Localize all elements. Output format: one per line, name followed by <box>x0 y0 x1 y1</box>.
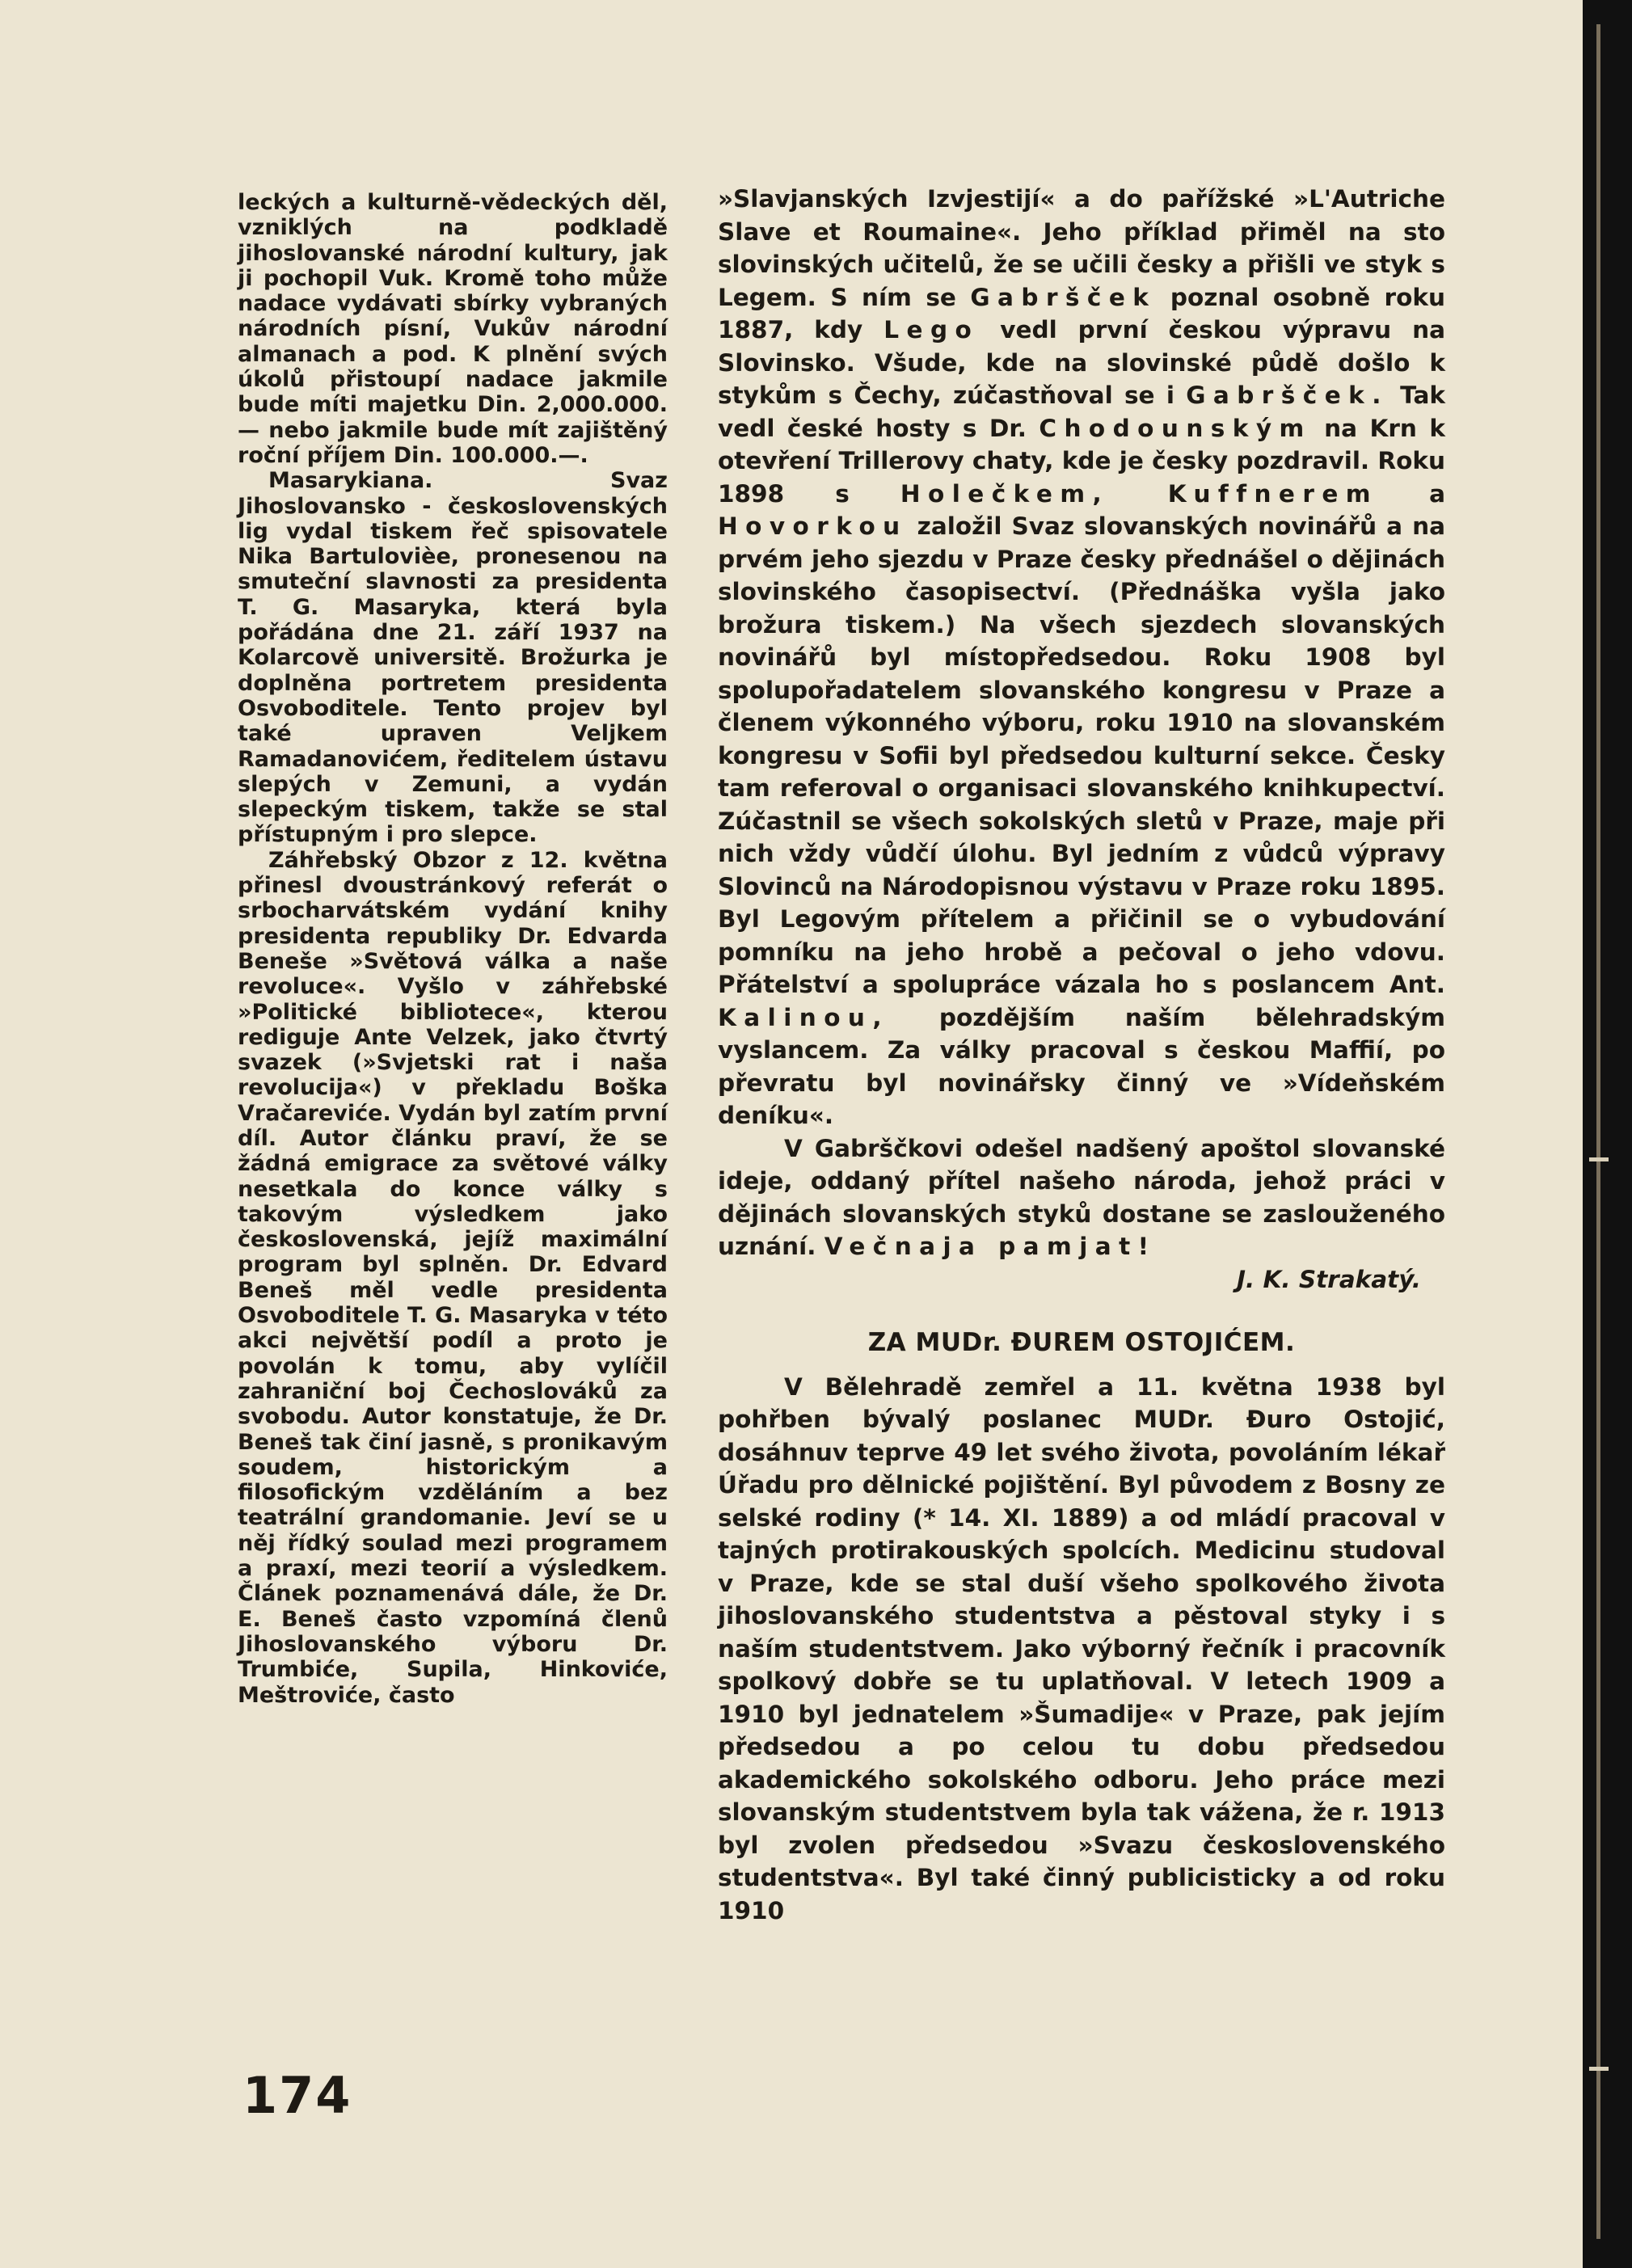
spaced-name: Kalinou, <box>718 1003 889 1031</box>
book-gutter <box>1583 0 1632 2268</box>
gutter-edge <box>1596 24 1600 2239</box>
text-run: Tak vedl české hosty s Dr. <box>718 382 1445 442</box>
obzor-text: z 12. května přinesl dvoustránkový referát o srbocharvátském vydání knihy presidenta republiky Dr. Edvarda Beneše »Světová válka a naše revoluce«. Vyšlo v záhřebské »Politické bibliotece«, kterou rediguje Ante Velzek, jako čtvrtý svazek (»Svjetski rat i naša revolucija«) v překladu Boška Vračareviće. Vydán byl zatím první díl. Autor článku praví, že se žádná emigrace za světové války nesetkala do konce války s takovým výsledkem jako československá, jejíž maximální program byl splněn. Dr. Edvard Beneš měl vedle presidenta Osvoboditele T. G. Masaryka v této akci největší podíl a proto je povolán k tomu, aby vylíčil zahraniční boj Čechoslováků za svobodu. Autor konstatuje, že Dr. Beneš tak činí jasně, s pronikavým soudem, historickým a filosofickým vzděláním a bez teatrální grandomanie. Jeví se u něj řídký soulad mezi programem a praxí, mezi teorií a výsledkem. Článek poznamenává dále, že Dr. E. Beneš často vzpomíná členů Jihoslovanského výboru Dr. Trumbiće, Supila, Hinkoviće, Meštroviće, často <box>238 847 668 1708</box>
text-run: a <box>1377 479 1445 508</box>
spaced-name: Gabršček <box>970 283 1157 311</box>
left-paragraph-1: leckých a kulturně-vědeckých děl, vzniklých na podkladě jihoslovanské národní kultury, jak ji pochopil Vuk. Kromě toho může nadace vydávati sbírky vybraných národních písní, Vukův národní almanach a pod. K plnění svých úkolů přistoupí nadace jakmile bude míti majetku Din. 2,000.000.— nebo jakmile bude mít zajištěný roční příjem Din. 100.000.—. <box>238 190 668 468</box>
spaced-name: Holečkem, Kuffnerem <box>900 479 1378 508</box>
gabrscek-paragraph <box>718 183 1445 1132</box>
text-run: poznal osobně roku 1887, kdy <box>718 283 1445 344</box>
text-run: »Slavjanských Izvjestijí« a do pařížské »L'Autriche Slave et Roumaine«. Jeho příklad přiměl na sto slovinských učitelů, že se učili česky a přišli ve styk s Legem. S ním se <box>718 185 1445 311</box>
spaced-name: Gabršček. <box>1186 382 1389 409</box>
spaced-name: Chodounským <box>1039 414 1312 442</box>
masarykiana-lead: Masarykiana. <box>268 468 433 494</box>
right-column <box>718 183 1445 1927</box>
gutter-mark <box>1589 2067 1609 2071</box>
author-signature: J. K. Strakatý. <box>1237 1265 1421 1293</box>
spaced-name: Hovorkou <box>718 512 908 540</box>
left-paragraph-masarykiana <box>238 468 668 847</box>
spaced-name: Lego <box>883 316 980 344</box>
text-run: vedl první českou výpravu na Slovinsko. Všude, kde na slovinské půdě došlo k stykům s Čechy, zúčastňoval se i <box>718 316 1445 409</box>
left-paragraph-obzor <box>238 848 668 1708</box>
text-run: založil Svaz slovanských novinářů a na prvém jeho sjezdu v Praze česky přednášel o dějinách slovinského časopisectví. (Přednáška vyšla jako brožura tiskem.) Na všech sjezdech slovanských novinářů byl místopředsedou. Roku 1908 byl spolupořadatelem slovanského kongresu v Praze a členem výkonného výboru, roku 1910 na slovanském kongresu v Sofii byl předsedou kulturní sekce. Česky tam referoval o organisaci slovanského knihkupectví. Zúčastnil se všech sokolských sletů v Praze, maje při nich vždy vůdčí úlohu. Byl jedním z vůdců výpravy Slovinců na Národopisnou výstavu v Praze roku 1895. Byl Legovým přítelem a přičinil se o vybudování pomníku na jeho hrobě a pečoval o jeho vdovu. Přátelství a spolupráce vázala ho s poslancem Ant. <box>718 512 1445 998</box>
obituary-text: V Gabrščkovi odešel nadšený apoštol slovanské ideje, oddaný přítel našeho národa, jehož práci v dějinách slovanských styků dostane se zaslouženého uznání. <box>718 1134 1445 1260</box>
obituary-paragraph <box>718 1132 1445 1263</box>
article-heading: ZA MUDr. ĐUREM OSTOJIĆEM. <box>867 1328 1296 1357</box>
text-run: pozdějším naším bělehradským vyslancem. Za války pracoval s českou Maffií, po převratu byl novinářsky činný ve »Vídeňském deníku«. <box>718 1003 1445 1129</box>
masarykiana-text: Svaz Jihoslovansko - československých lig vydal tiskem řeč spisovatele Nika Bartulovièe, pronesenou na smuteční slavnosti za presidenta T. G. Masaryka, která byla pořádána dne 21. září 1937 na Kolarcově universitě. Brožurka je doplněna portretem presidenta Osvoboditele. Tento projev byl také upraven Veljkem Ramadanovićem, ředitelem ústavu slepých v Zemuni, a vydán slepeckým tiskem, takže se stal přístupným i pro slepce. <box>238 468 668 848</box>
obzor-lead: Záhřebský Obzor <box>268 847 486 873</box>
ostojic-paragraph: V Bělehradě zemřel a 11. května 1938 byl pohřben bývalý poslanec MUDr. Đuro Ostojić, dosáhnuv teprve 49 let svého života, povoláním lékař Úřadu pro dělnické pojištění. Byl původem z Bosny ze selské rodiny (* 14. XI. 1889) a od mládí pracoval v tajných protirakouských spolcích. Medicinu studoval v Praze, kde se stal duší všeho spolkového života jihoslovanského studentstva a pěstoval styky i s naším studentstvem. Jako výborný řečník i pracovník spolkový dobře se tu uplatňoval. V letech 1909 a 1910 byl jednatelem »Šumadije« v Praze, pak jejím předsedou a po celou tu dobu předsedou akademického sokolského odboru. Jeho práce mezi slovanským studentstvem byla tak vážena, že r. 1913 byl zvolen předsedou »Svazu československého studentstva«. Byl také činný publicisticky a od roku 1910 <box>718 1372 1445 1924</box>
left-column <box>238 190 668 1708</box>
gutter-mark <box>1589 1157 1609 1161</box>
closing-phrase: Večnaja pamjat! <box>824 1233 1157 1260</box>
text-run: na Krn k otevření Trillerovy chaty, kde je česky pozdravil. Roku 1898 s <box>718 414 1446 508</box>
page-number: 174 <box>242 2066 352 2125</box>
